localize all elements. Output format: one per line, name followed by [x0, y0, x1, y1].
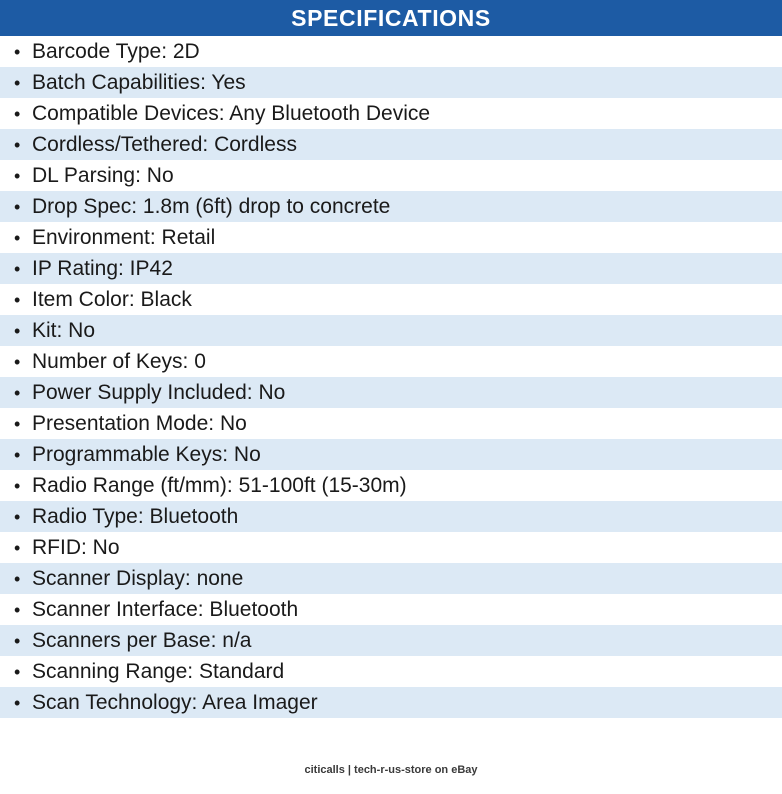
spec-row-label: Radio Type: Bluetooth: [32, 505, 239, 528]
bullet-icon: •: [14, 166, 21, 186]
specifications-list: [0, 36, 782, 718]
spec-row: [0, 687, 782, 718]
bullet-icon: •: [14, 538, 21, 558]
bullet-icon: •: [14, 662, 21, 682]
spec-row: [0, 439, 782, 470]
spec-row: [0, 532, 782, 563]
bullet-icon: •: [14, 104, 21, 124]
bullet-icon: •: [14, 135, 21, 155]
spec-row: [0, 470, 782, 501]
spec-row-label: Batch Capabilities: Yes: [32, 71, 246, 94]
spec-row: [0, 67, 782, 98]
spec-row-label: Scanner Interface: Bluetooth: [32, 598, 299, 621]
spec-row: [0, 191, 782, 222]
bullet-icon: •: [14, 197, 21, 217]
bullet-icon: •: [14, 693, 21, 713]
spec-row-label: Item Color: Black: [32, 288, 192, 311]
spec-row: [0, 501, 782, 532]
spec-row: [0, 36, 782, 67]
spec-row-label: Barcode Type: 2D: [32, 40, 200, 63]
bullet-icon: •: [14, 569, 21, 589]
bullet-icon: •: [14, 259, 21, 279]
spec-row: [0, 594, 782, 625]
bullet-icon: •: [14, 631, 21, 651]
spec-row: [0, 625, 782, 656]
spec-row-label: Cordless/Tethered: Cordless: [32, 133, 297, 156]
bullet-icon: •: [14, 383, 21, 403]
spec-row: [0, 129, 782, 160]
bullet-icon: •: [14, 42, 21, 62]
bullet-icon: •: [14, 228, 21, 248]
bullet-icon: •: [14, 73, 21, 93]
spec-row-label: Scanners per Base: n/a: [32, 629, 252, 652]
spec-row: [0, 563, 782, 594]
spec-row: [0, 160, 782, 191]
spec-row: [0, 408, 782, 439]
spec-row-label: Presentation Mode: No: [32, 412, 247, 435]
spec-row-label: Radio Range (ft/mm): 51-100ft (15-30m): [32, 474, 407, 497]
bullet-icon: •: [14, 476, 21, 496]
spec-row-label: Kit: No: [32, 319, 96, 342]
spec-row-label: Power Supply Included: No: [32, 381, 286, 404]
spec-row-label: RFID: No: [32, 536, 120, 559]
spec-row-label: IP Rating: IP42: [32, 257, 173, 280]
bullet-icon: •: [14, 414, 21, 434]
spec-row: [0, 98, 782, 129]
bullet-icon: •: [14, 445, 21, 465]
specifications-header: SPECIFICATIONS: [0, 0, 782, 36]
spec-row-label: Number of Keys: 0: [32, 350, 206, 373]
spec-row: [0, 315, 782, 346]
spec-row-label: Scanning Range: Standard: [32, 660, 285, 683]
spec-row-label: Drop Spec: 1.8m (6ft) drop to concrete: [32, 195, 391, 218]
spec-row-label: Programmable Keys: No: [32, 443, 261, 466]
bullet-icon: •: [14, 321, 21, 341]
bullet-icon: •: [14, 600, 21, 620]
bullet-icon: •: [14, 507, 21, 527]
spec-row-label: Environment: Retail: [32, 226, 216, 249]
bullet-icon: •: [14, 352, 21, 372]
spec-row: [0, 656, 782, 687]
spec-row: [0, 377, 782, 408]
footer-attribution: citicalls | tech-r-us-store on eBay: [304, 764, 478, 776]
spec-row-label: DL Parsing: No: [32, 164, 174, 187]
spec-row: [0, 346, 782, 377]
spec-row-label: Scanner Display: none: [32, 567, 244, 590]
spec-row: [0, 222, 782, 253]
spec-row-label: Scan Technology: Area Imager: [32, 691, 318, 714]
spec-row: [0, 284, 782, 315]
spec-row-label: Compatible Devices: Any Bluetooth Device: [32, 102, 431, 125]
bullet-icon: •: [14, 290, 21, 310]
spec-row: [0, 253, 782, 284]
